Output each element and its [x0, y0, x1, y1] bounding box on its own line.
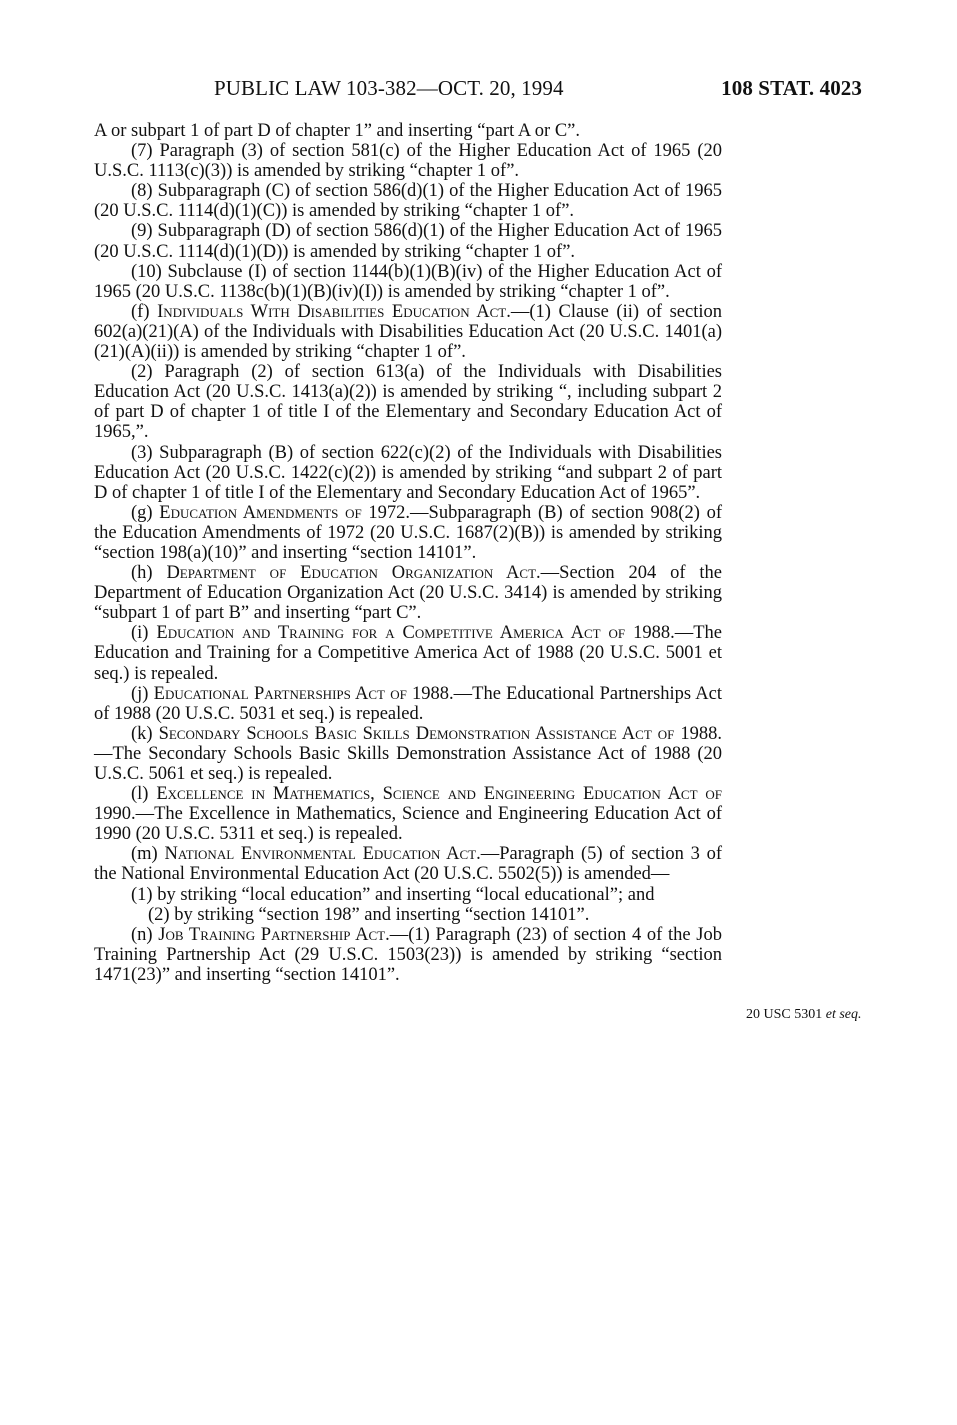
subsection-heading: Education and Training for a Competitive America Act of 1988.	[156, 623, 675, 644]
subsection-n: (n) Job Training Partnership Act.—(1) Paragraph (23) of section 4 of the Job Training Partnership Act (29 U.S.C. 1503(23)) is amended by striking “section 1471(23)” and inserting “section 14101”.	[94, 924, 722, 985]
subsection-f: (f) Individuals With Disabilities Education Act.—(1) Clause (ii) of section 602(a)(21)(A) of the Individuals with Disabilities Education Act (20 U.S.C. 1401(a)(21)(A)(ii)) is amended by striking “chapter 1 of”.	[94, 301, 722, 363]
public-law-title: PUBLIC LAW 103-382—OCT. 20, 1994	[214, 76, 564, 100]
subsection-i: (i) Education and Training for a Competitive America Act of 1988.—The Education and Training for a Competitive America Act of 1988 (20 U.S.C. 5001 et seq.) is repealed.	[94, 623, 722, 684]
subsection-j: (j) Educational Partnerships Act of 1988.—The Educational Partnerships Act of 1988 (20 U.S.C. 5031 et seq.) is repealed.	[94, 683, 722, 724]
subsection-heading: Educational Partnerships Act of 1988.	[153, 683, 454, 704]
subsection-m-paragraph-1: (1) by striking “local education” and inserting “local educational”; and	[131, 884, 655, 905]
subsection-heading: Education Amendments of 1972.	[159, 502, 411, 523]
subsection-heading: National Environmental Education Act.	[164, 844, 481, 865]
paragraph-10: (10) Subclause (I) of section 1144(b)(1)(B)(iv) of the Higher Education Act of 1965 (20 U.S.C. 1138c(b)(1)(B)(iv)(I)) is amended by striking “chapter 1 of”.	[94, 261, 722, 302]
subsection-l: (l) Excellence in Mathematics, Science and Engineering Education Act of 1990.—The Excellence in Mathematics, Science and Engineering Education Act of 1990 (20 U.S.C. 5311 et seq.) is repealed.	[94, 784, 723, 845]
subsection-g: (g) Education Amendments of 1972.—Subparagraph (B) of section 908(2) of the Education Amendments of 1972 (20 U.S.C. 1687(2)(B)) is amended by striking “section 198(a)(10)” and inserting “section 14101”.	[94, 502, 722, 563]
subsection-f-paragraph-3: (3) Subparagraph (B) of section 622(c)(2) of the Individuals with Disabilities Education Act (20 U.S.C. 1422(c)(2)) is amended by striking “and subpart 2 of part D of chapter 1 of title I of the Elementary and Secondary Education Act of 1965”.	[94, 442, 722, 503]
paragraph-8: (8) Subparagraph (C) of section 586(d)(1) of the Higher Education Act of 1965 (20 U.S.C. 1114(d)(1)(C)) is amended by striking “chapter 1 of”.	[94, 181, 722, 222]
subsection-h: (h) Department of Education Organization Act.—Section 204 of the Department of Education Organization Act (20 U.S.C. 3414) is amended by striking “subpart 1 of part B” and inserting “part C”.	[94, 563, 722, 624]
margin-note-italic: et seq.	[825, 1007, 862, 1022]
page-header	[94, 76, 862, 106]
subsection-heading: Department of Education Organization Act.	[166, 563, 541, 584]
subsection-heading: Secondary Schools Basic Skills Demonstration Assistance Act of 1988.	[158, 723, 723, 744]
subsection-heading: Job Training Partnership Act.	[158, 924, 390, 945]
statute-page-number: 108 STAT. 4023	[721, 76, 862, 100]
margin-note: 20 USC 5301 et seq.	[746, 1007, 862, 1022]
body-text	[94, 121, 722, 985]
subsection-heading: Excellence in Mathematics, Science and Engineering Education Act of 1990.	[94, 784, 723, 825]
paragraph-continuation: A or subpart 1 of part D of chapter 1” and inserting “part A or C”.	[94, 121, 581, 141]
subsection-m: (m) National Environmental Education Act.—Paragraph (5) of section 3 of the National Environmental Education Act (20 U.S.C. 5502(5)) is amended—	[94, 844, 722, 885]
subsection-k: (k) Secondary Schools Basic Skills Demonstration Assistance Act of 1988.—The Secondary Schools Basic Skills Demonstration Assistance Act of 1988 (20 U.S.C. 5061 et seq.) is repealed.	[94, 723, 723, 784]
subsection-heading: Individuals With Disabilities Education Act.	[157, 301, 511, 322]
subsection-m-paragraph-2: (2) by striking “section 198” and inserting “section 14101”.	[148, 904, 590, 925]
paragraph-7: (7) Paragraph (3) of section 581(c) of the Higher Education Act of 1965 (20 U.S.C. 1113(c)(3)) is amended by striking “chapter 1 of”.	[94, 141, 722, 182]
paragraph-9: (9) Subparagraph (D) of section 586(d)(1) of the Higher Education Act of 1965 (20 U.S.C. 1114(d)(1)(D)) is amended by striking “chapter 1 of”.	[94, 221, 722, 262]
subsection-f-paragraph-2: (2) Paragraph (2) of section 613(a) of the Individuals with Disabilities Education Act (20 U.S.C. 1413(a)(2)) is amended by striking “, including subpart 2 of part D of chapter 1 of title I of the Elementary and Secondary Education Act of 1965,”.	[94, 362, 722, 443]
